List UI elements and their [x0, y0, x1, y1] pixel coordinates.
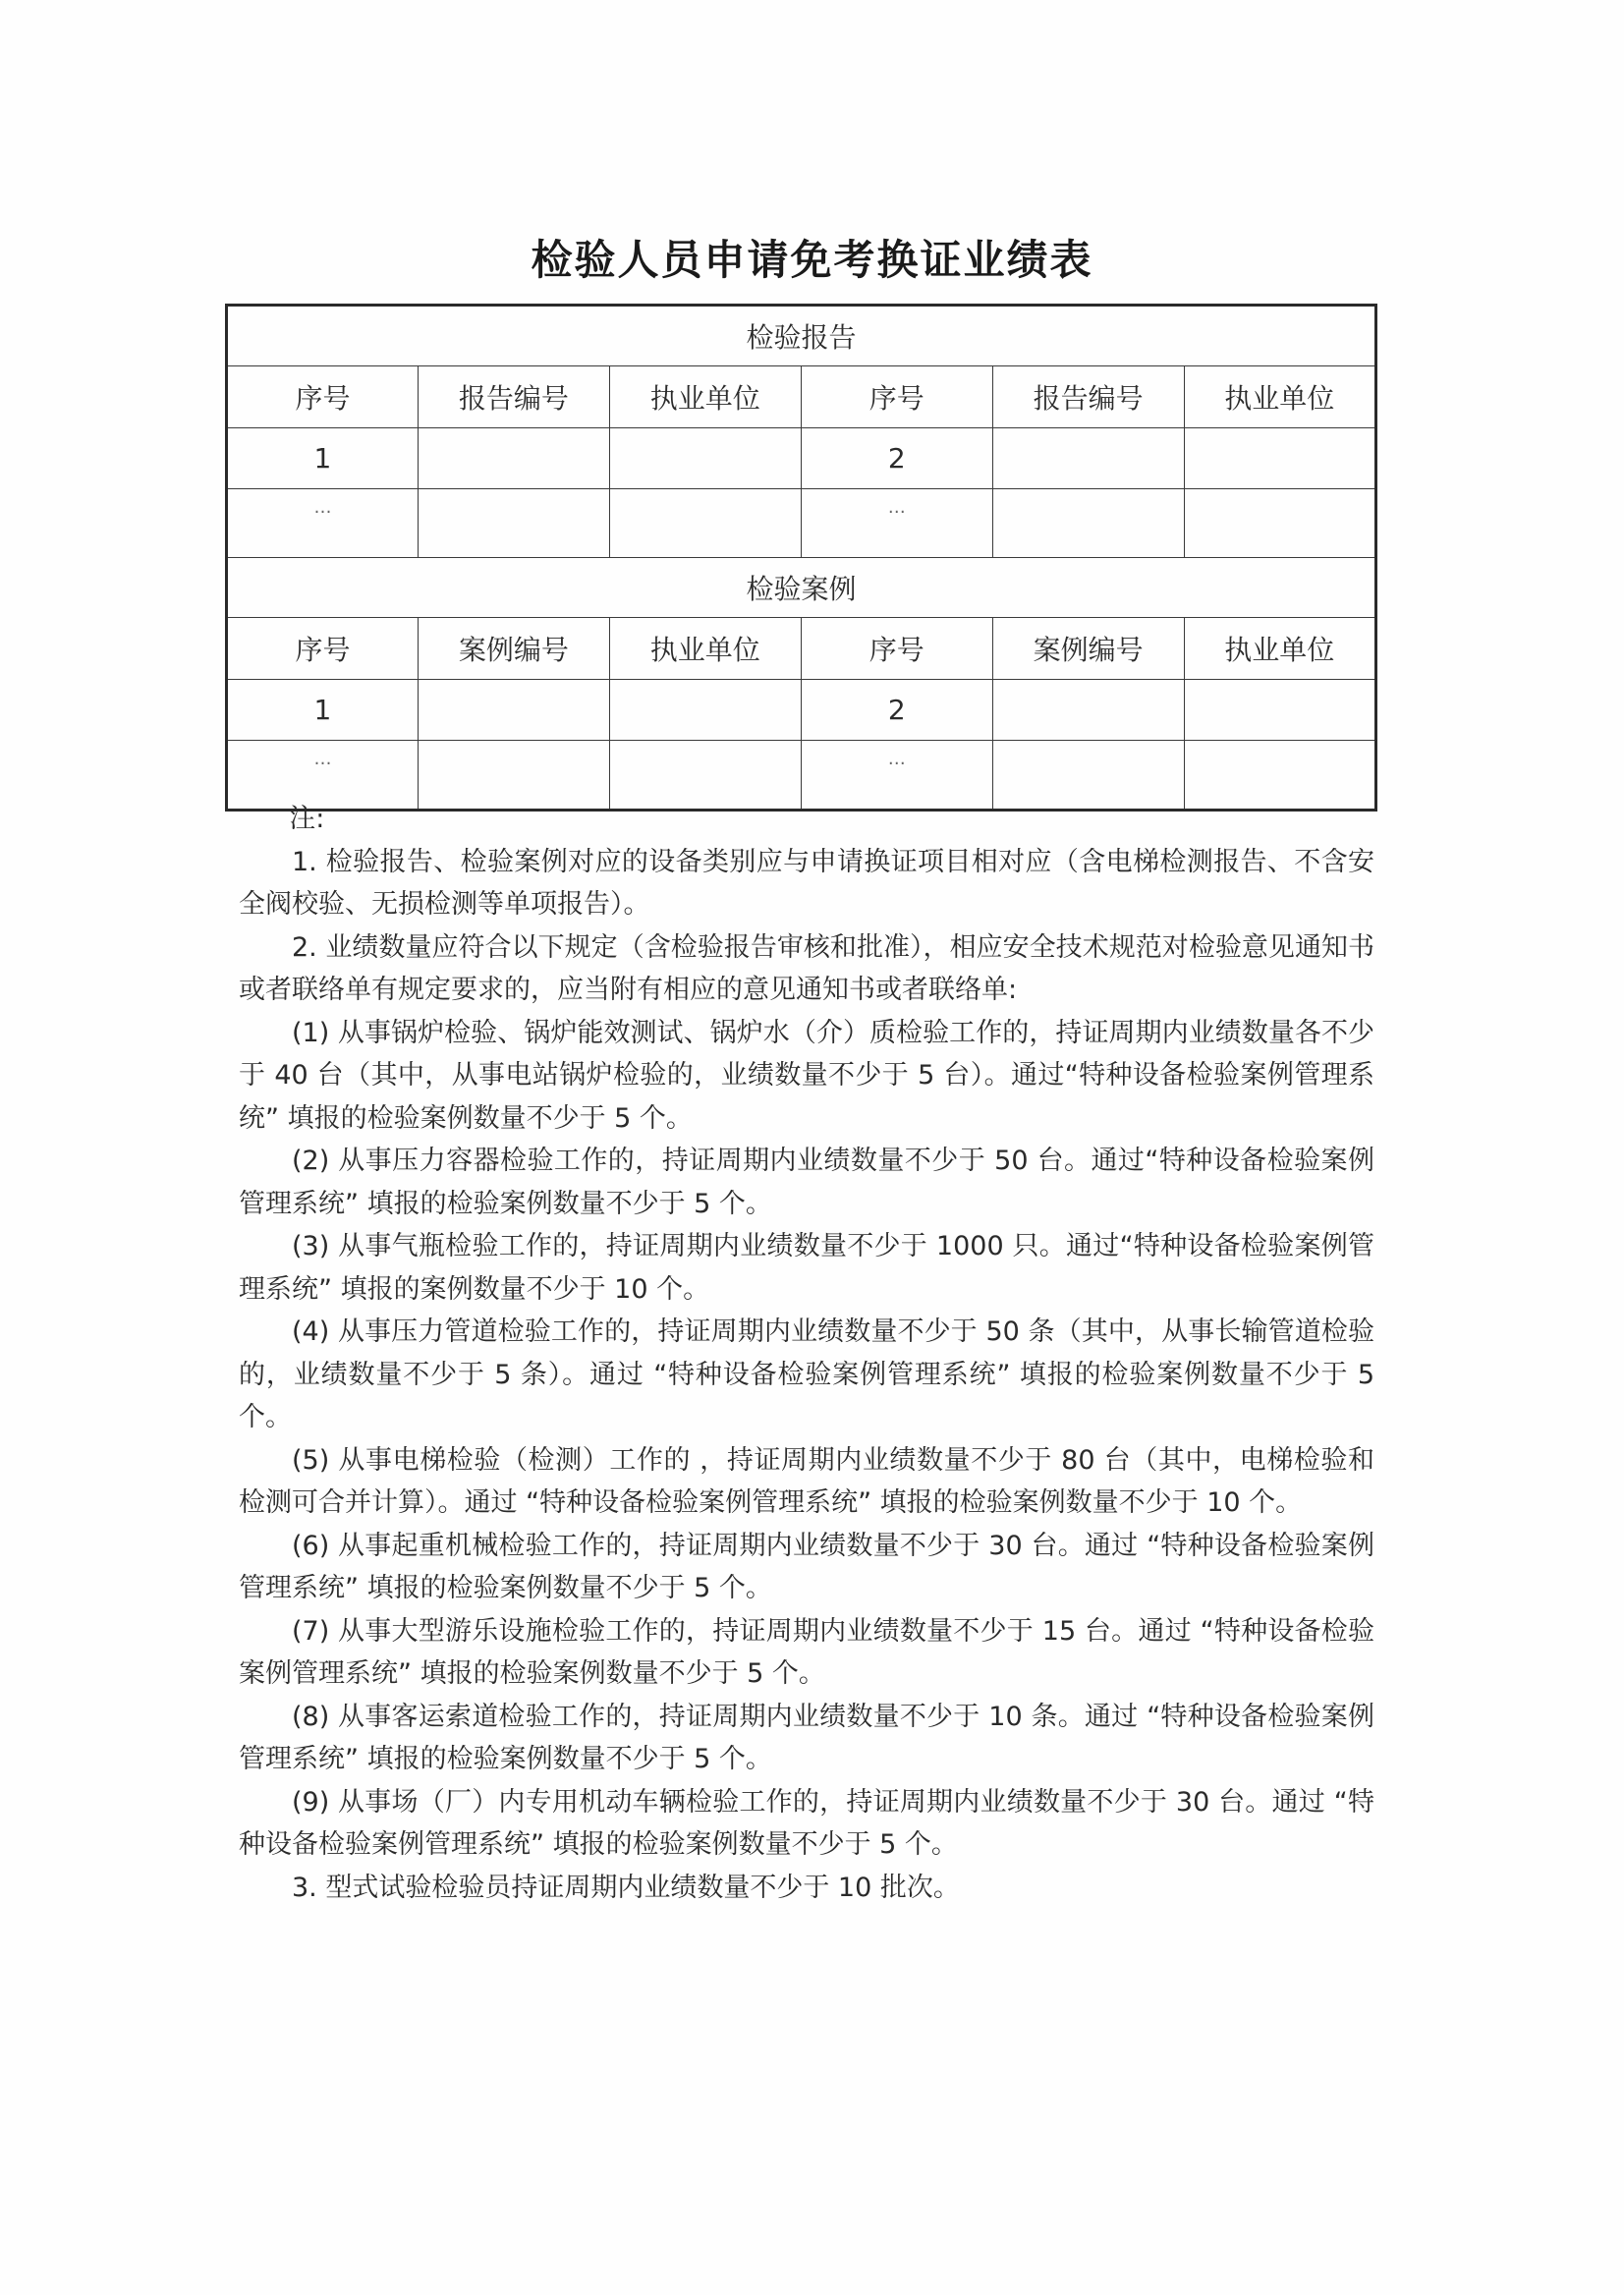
- note-subitem: (3) 从事气瓶检验工作的，持证周期内业绩数量不少于 1000 只。通过“特种设备检验案例管理系统” 填报的案例数量不少于 10 个。: [239, 1231, 1374, 1305]
- column-header: 执业单位: [1184, 366, 1375, 428]
- column-header: 执业单位: [609, 618, 801, 680]
- header-row-cases: [227, 618, 1376, 680]
- note-subitem: (6) 从事起重机械检验工作的，持证周期内业绩数量不少于 30 台。通过 “特种设备检验案例管理系统” 填报的检验案例数量不少于 5 个。: [239, 1530, 1374, 1603]
- column-header: 执业单位: [1184, 618, 1375, 680]
- table-cell: [609, 428, 801, 489]
- column-header: 执业单位: [609, 366, 801, 428]
- column-header: 序号: [227, 366, 419, 428]
- section-row-reports: [227, 306, 1376, 366]
- note-subitem: (1) 从事锅炉检验、锅炉能效测试、锅炉水（介）质检验工作的，持证周期内业绩数量各不少于 40 台（其中，从事电站锅炉检验的，业绩数量不少于 5 台）。通过“特种设备检验案例管理系统” 填报的检验案例数量不少于 5 个。: [239, 1017, 1374, 1134]
- table-cell: [609, 489, 801, 558]
- column-header: 序号: [801, 618, 992, 680]
- table-row: [227, 680, 1376, 741]
- table-cell: …: [227, 741, 419, 811]
- table-cell: [418, 428, 609, 489]
- table-cell: …: [227, 489, 419, 558]
- table-cell: 1: [227, 680, 419, 741]
- table-cell: [418, 680, 609, 741]
- notes-label: 注:: [289, 804, 325, 834]
- section-title-cases: 检验案例: [227, 558, 1376, 618]
- table-cell: …: [801, 741, 992, 811]
- table-cell: [1184, 489, 1375, 558]
- note-subitem: (8) 从事客运索道检验工作的，持证周期内业绩数量不少于 10 条。通过 “特种设备检验案例管理系统” 填报的检验案例数量不少于 5 个。: [239, 1701, 1374, 1774]
- column-header: 序号: [227, 618, 419, 680]
- table-cell: [609, 680, 801, 741]
- note-item: 2. 业绩数量应符合以下规定（含检验报告审核和批准），相应安全技术规范对检验意见通知书或者联络单有规定要求的，应当附有相应的意见通知书或者联络单:: [239, 931, 1374, 1005]
- column-header: 报告编号: [418, 366, 609, 428]
- note-subitem: (7) 从事大型游乐设施检验工作的，持证周期内业绩数量不少于 15 台。通过 “特种设备检验案例管理系统” 填报的检验案例数量不少于 5 个。: [239, 1615, 1374, 1689]
- table-cell: [1184, 680, 1375, 741]
- notes-section: [239, 798, 1374, 1909]
- column-header: 序号: [801, 366, 992, 428]
- document-title: 检验人员申请免考换证业绩表: [531, 236, 1093, 284]
- note-subitem: (9) 从事场（厂）内专用机动车辆检验工作的，持证周期内业绩数量不少于 30 台。通过 “特种设备检验案例管理系统” 填报的检验案例数量不少于 5 个。: [239, 1786, 1374, 1860]
- table-cell: [992, 489, 1184, 558]
- table-cell: 2: [801, 680, 992, 741]
- column-header: 案例编号: [992, 618, 1184, 680]
- table-row: [227, 489, 1376, 558]
- note-item: 3. 型式试验检验员持证周期内业绩数量不少于 10 批次。: [292, 1872, 960, 1903]
- table-cell: [1184, 428, 1375, 489]
- header-row-reports: [227, 366, 1376, 428]
- column-header: 报告编号: [992, 366, 1184, 428]
- column-header: 案例编号: [418, 618, 609, 680]
- table-cell: [418, 489, 609, 558]
- note-subitem: (2) 从事压力容器检验工作的，持证周期内业绩数量不少于 50 台。通过“特种设备检验案例管理系统” 填报的检验案例数量不少于 5 个。: [239, 1146, 1374, 1219]
- section-title-reports: 检验报告: [227, 306, 1376, 366]
- table-cell: [992, 428, 1184, 489]
- section-row-cases: [227, 558, 1376, 618]
- note-subitem: (5) 从事电梯检验（检测）工作的 ，持证周期内业绩数量不少于 80 台（其中，电梯检验和检测可合并计算）。通过 “特种设备检验案例管理系统” 填报的检验案例数量不少于 10 个。: [239, 1444, 1374, 1518]
- performance-table: [225, 304, 1377, 812]
- table-cell: …: [801, 489, 992, 558]
- note-item: 1. 检验报告、检验案例对应的设备类别应与申请换证项目相对应（含电梯检测报告、不含安全阀校验、无损检测等单项报告）。: [239, 846, 1374, 920]
- table-cell: 1: [227, 428, 419, 489]
- table-row: [227, 428, 1376, 489]
- note-subitem: (4) 从事压力管道检验工作的，持证周期内业绩数量不少于 50 条（其中，从事长输管道检验的，业绩数量不少于 5 条）。通过 “特种设备检验案例管理系统” 填报的检验案例数量不少于 5 个。: [239, 1316, 1374, 1432]
- table-cell: 2: [801, 428, 992, 489]
- table-cell: [992, 680, 1184, 741]
